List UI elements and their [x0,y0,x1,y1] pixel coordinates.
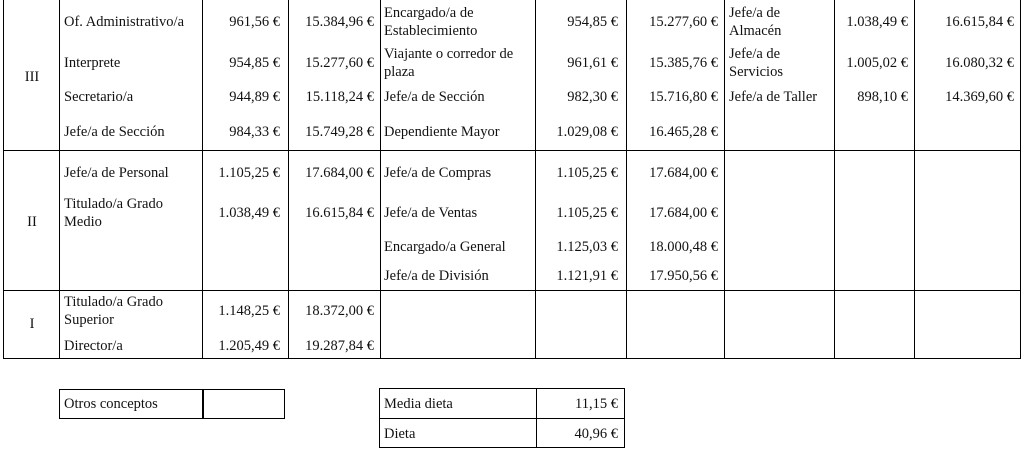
category-name: Of. Administrativo/a [64,14,185,30]
monthly-salary: 954,85 € [229,55,280,71]
monthly-salary: 1.005,02 € [846,55,908,71]
category-name: Dependiente Mayor [384,124,500,140]
annual-salary: 17.684,00 € [649,165,718,181]
annual-salary: 15.118,24 € [305,89,374,105]
category-name: Titulado/a Grado Superior [64,294,163,328]
annual-salary: 19.287,84 € [305,338,374,354]
annual-salary: 15.385,76 € [649,55,718,71]
level-label: III [24,69,40,85]
dieta-value: 40,96 € [574,426,618,442]
monthly-salary: 1.038,49 € [846,14,908,30]
annual-salary: 17.950,56 € [649,268,718,284]
monthly-salary: 954,85 € [567,14,618,30]
level-label: I [29,316,35,332]
category-name: Jefe/a de Sección [64,124,165,140]
monthly-salary: 1.121,91 € [556,268,618,284]
monthly-salary: 961,56 € [229,14,280,30]
category-name: Interprete [64,55,121,71]
category-name: Jefe/a de Sección [384,89,485,105]
annual-salary: 15.716,80 € [649,89,718,105]
monthly-salary: 1.105,25 € [556,205,618,221]
monthly-salary: 1.105,25 € [218,165,280,181]
annual-salary: 15.749,28 € [305,124,374,140]
monthly-salary: 898,10 € [857,89,908,105]
category-name: Titulado/a Grado Medio [64,196,163,230]
monthly-salary: 982,30 € [567,89,618,105]
monthly-salary: 1.148,25 € [218,303,280,319]
monthly-salary: 984,33 € [229,124,280,140]
level-label: II [27,214,37,230]
annual-salary: 16.615,84 € [305,205,374,221]
monthly-salary: 961,61 € [567,55,618,71]
category-name: Jefe/a de División [384,268,489,284]
annual-salary: 16.080,32 € [945,55,1014,71]
media-dieta-label: Media dieta [384,396,453,412]
annual-salary: 18.372,00 € [305,303,374,319]
monthly-salary: 1.105,25 € [556,165,618,181]
media-dieta-value: 11,15 € [575,396,618,412]
monthly-salary: 1.125,03 € [556,239,618,255]
category-name: Secretario/a [64,89,134,105]
category-name: Encargado/a General [384,239,506,255]
dieta-label: Dieta [384,426,416,442]
monthly-salary: 944,89 € [229,89,280,105]
category-name: Director/a [64,338,123,354]
monthly-salary: 1.205,49 € [218,338,280,354]
category-name: Jefe/a de Personal [64,165,169,181]
annual-salary: 15.384,96 € [305,14,374,30]
annual-salary: 18.000,48 € [649,239,718,255]
otros-conceptos-label: Otros conceptos [64,396,158,412]
category-name: Jefe/a de Ventas [384,205,478,221]
monthly-salary: 1.029,08 € [556,124,618,140]
category-name: Viajante o corredor de plaza [384,46,514,80]
category-name: Jefe/a de Almacén [729,5,782,39]
category-name: Jefe/a de Servicios [729,46,783,80]
annual-salary: 15.277,60 € [305,55,374,71]
monthly-salary: 1.038,49 € [218,205,280,221]
annual-salary: 14.369,60 € [945,89,1014,105]
annual-salary: 15.277,60 € [649,14,718,30]
annual-salary: 17.684,00 € [649,205,718,221]
category-name: Jefe/a de Compras [384,165,492,181]
annual-salary: 16.465,28 € [649,124,718,140]
category-name: Encargado/a de Establecimiento [384,5,478,39]
category-name: Jefe/a de Taller [729,89,818,105]
annual-salary: 17.684,00 € [305,165,374,181]
annual-salary: 16.615,84 € [945,14,1014,30]
